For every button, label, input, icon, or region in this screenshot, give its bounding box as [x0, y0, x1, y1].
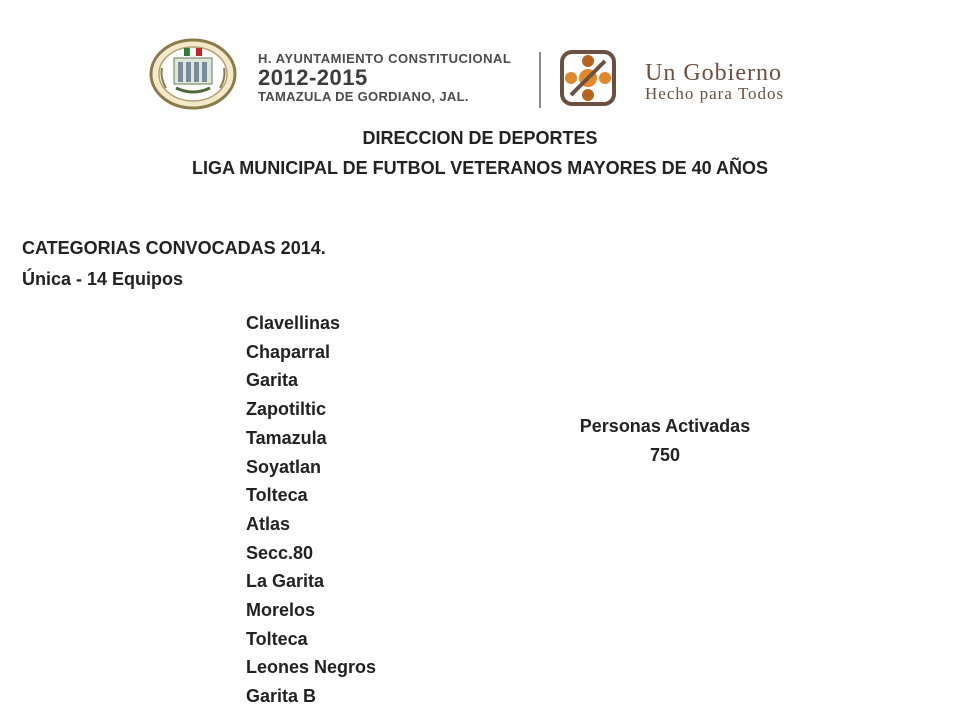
header-divider — [539, 52, 541, 108]
list-item: Tolteca — [246, 485, 308, 506]
list-item: Secc.80 — [246, 542, 314, 563]
gobierno-logo-icon — [558, 48, 618, 108]
slogan-line-1: Un Gobierno — [645, 60, 782, 86]
stat-label: Personas Activadas — [579, 416, 751, 436]
activated-people-stat — [565, 412, 765, 470]
list-item: Garita B — [246, 686, 317, 707]
list-item: Tolteca — [246, 628, 308, 649]
municipal-seal-icon — [148, 38, 238, 110]
slogan-line-2: Hecho para Todos — [645, 84, 785, 103]
list-item: Tamazula — [246, 427, 327, 448]
list-item: Zapotiltic — [246, 399, 326, 420]
ayuntamiento-years: 2012-2015 — [258, 65, 368, 90]
ayuntamiento-title: H. AYUNTAMIENTO CONSTITUCIONAL — [258, 51, 512, 66]
header-banner — [140, 38, 840, 110]
categories-heading: CATEGORIAS CONVOCADAS 2014. — [22, 238, 326, 258]
list-item: La Garita — [246, 571, 325, 592]
list-item: Leones Negros — [246, 657, 377, 678]
list-item: Atlas — [246, 513, 291, 534]
list-item: Morelos — [246, 600, 316, 621]
document-subtitle: LIGA MUNICIPAL DE FUTBOL VETERANOS MAYORES DE 40 AÑOS — [191, 158, 769, 178]
list-item: Chaparral — [246, 341, 331, 362]
team-list — [246, 309, 376, 711]
ayuntamiento-place: TAMAZULA DE GORDIANO, JAL. — [258, 89, 469, 104]
category-detail: Única - 14 Equipos — [22, 269, 184, 289]
list-item: Garita — [246, 370, 299, 391]
list-item: Clavellinas — [246, 313, 341, 333]
document-title: DIRECCION DE DEPORTES — [362, 128, 598, 148]
stat-value: 750 — [649, 445, 681, 465]
list-item: Soyatlan — [246, 456, 322, 477]
